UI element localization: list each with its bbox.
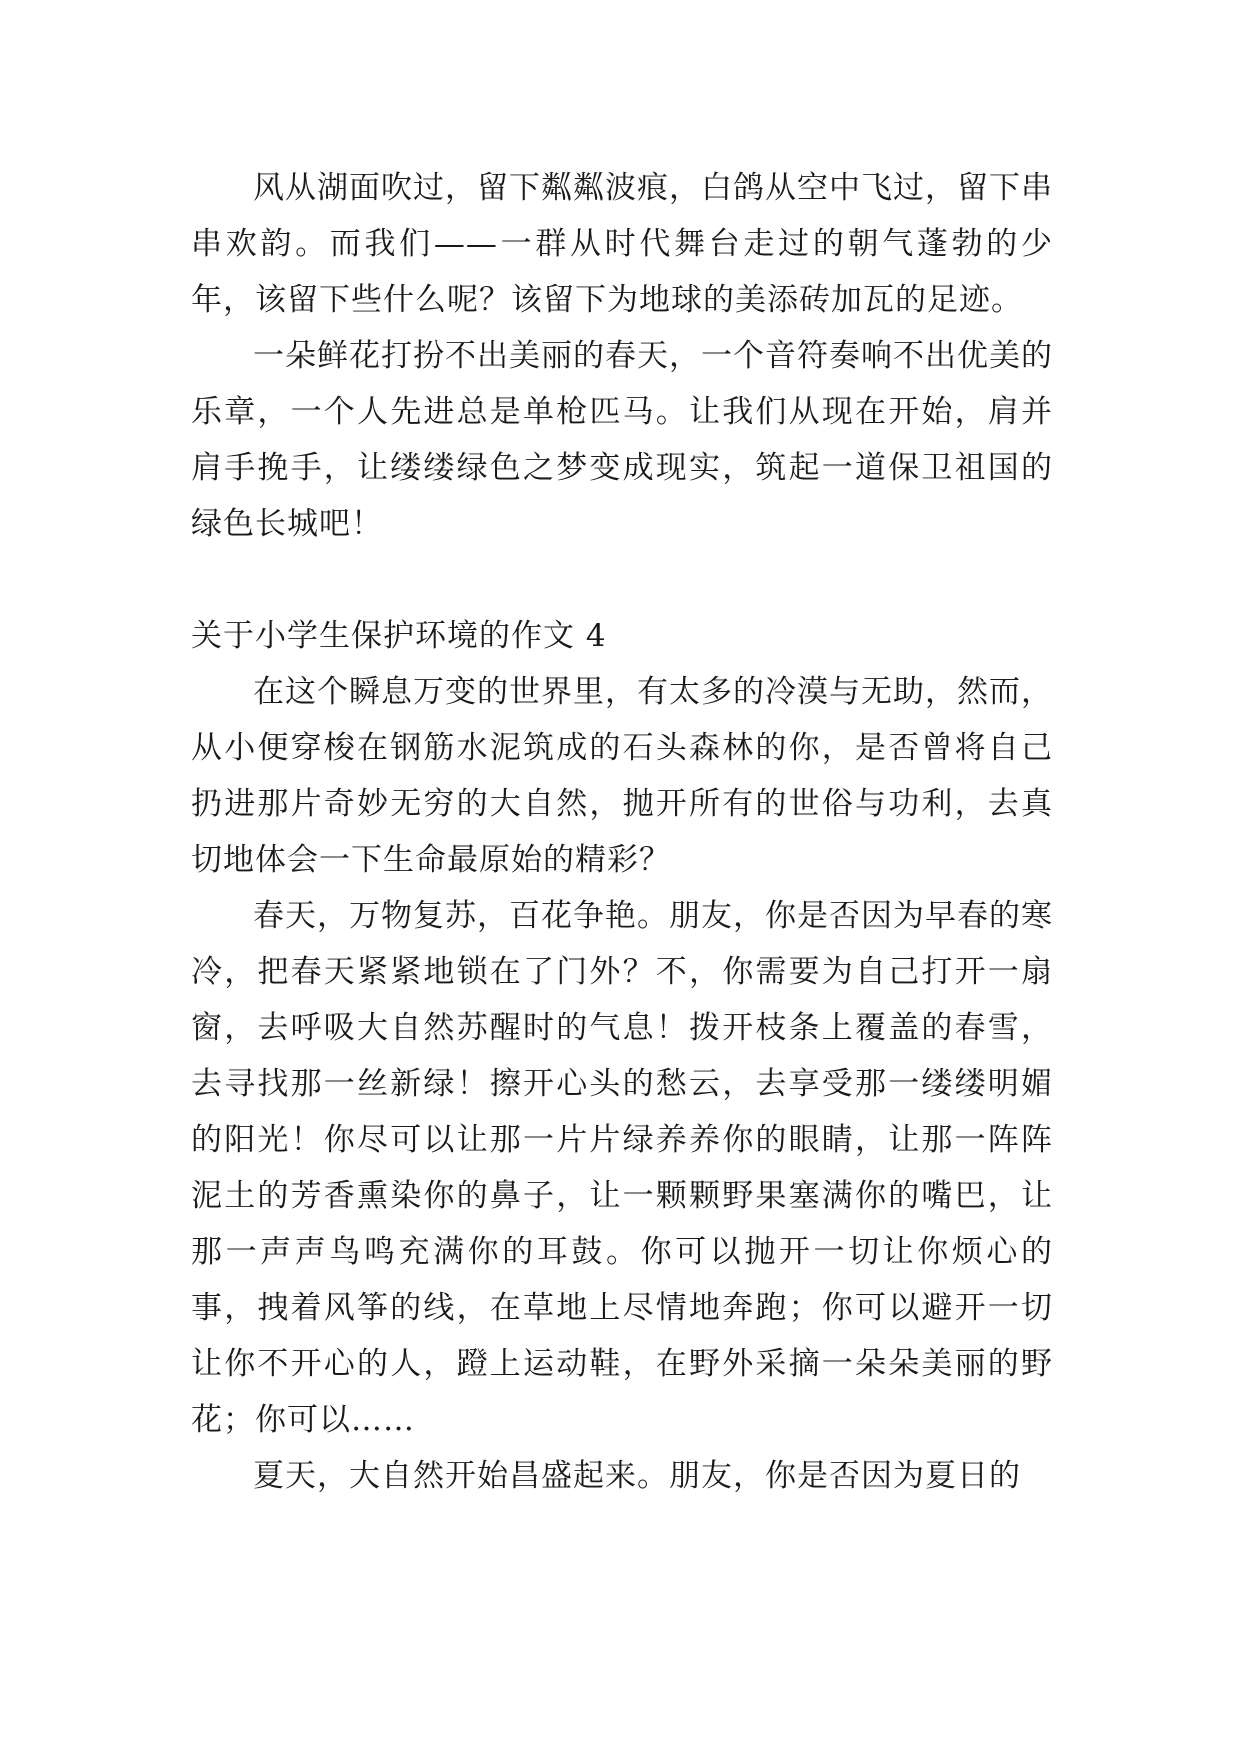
paragraph-summer: 夏天，大自然开始昌盛起来。朋友，你是否因为夏日的 bbox=[253, 1458, 1021, 1494]
paragraph-green-wall: 一朵鲜花打扮不出美丽的春天，一个音符奏响不出优美的乐章，一个人先进总是单枪匹马。让我们从现在开始，肩并肩手挽手，让缕缕绿色之梦变成现实，筑起一道保卫祖国的绿色长城吧！ bbox=[191, 338, 1053, 542]
paragraph-wind-lake: 风从湖面吹过，留下粼粼波痕，白鸽从空中飞过，留下串串欢韵。而我们——一群从时代舞台走过的朝气蓬勃的少年，该留下些什么呢？该留下为地球的美添砖加瓦的足迹。 bbox=[191, 170, 1053, 318]
section-title: 关于小学生保护环境的作文 4 bbox=[191, 618, 607, 654]
document-body bbox=[191, 160, 1053, 1504]
paragraph-changing-world: 在这个瞬息万变的世界里，有太多的冷漠与无助，然而，从小便穿梭在钢筋水泥筑成的石头森林的你，是否曾将自己扔进那片奇妙无穷的大自然，抛开所有的世俗与功利，去真切地体会一下生命最原始的精彩？ bbox=[191, 674, 1053, 878]
paragraph-spring: 春天，万物复苏，百花争艳。朋友，你是否因为早春的寒冷，把春天紧紧地锁在了门外？不，你需要为自己打开一扇窗，去呼吸大自然苏醒时的气息！拨开枝条上覆盖的春雪，去寻找那一丝新绿！擦开心头的愁云，去享受那一缕缕明媚的阳光！你尽可以让那一片片绿养养你的眼睛，让那一阵阵泥土的芳香熏染你的鼻子，让一颗颗野果塞满你的嘴巴，让那一声声鸟鸣充满你的耳鼓。你可以抛开一切让你烦心的事，拽着风筝的线，在草地上尽情地奔跑；你可以避开一切让你不开心的人，蹬上运动鞋，在野外采摘一朵朵美丽的野花；你可以…… bbox=[191, 898, 1053, 1438]
